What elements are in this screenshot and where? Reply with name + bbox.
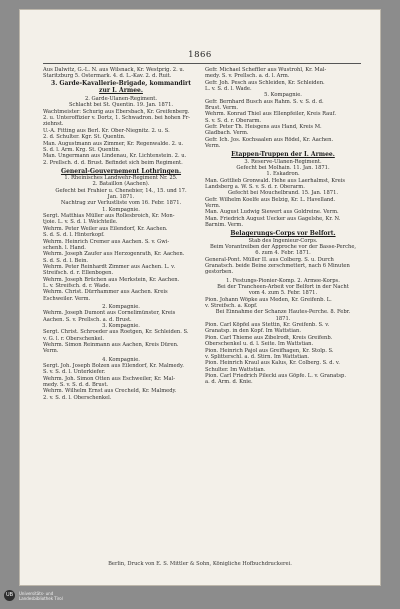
left-column-line: Staritzburg 5. Ostermark. 4. d. L.-Kav. 2. d. Ruit. (43, 73, 172, 80)
library-logo-line-2: Landesbibliothek Tirol (19, 595, 63, 601)
right-column-line: Gefr. Ich. Jos. Kochsaalen aus Rödel, Kr. Aachen. (205, 136, 334, 143)
left-column (43, 67, 199, 401)
left-column-line: Wehrm. Joseph Zaufer aus Herzogenrath, Kr. Aachen. (43, 251, 185, 258)
library-logo (4, 590, 63, 601)
left-column-line: Wehrm. Joseph Brüchen aus Merkstein, Kr. Aachen. (43, 276, 180, 283)
left-column-line: 2. v. S. d. l. Oberschenkel. (43, 394, 112, 401)
left-column-line: 2. Garde-Ulanen-Regiment. (84, 96, 158, 103)
left-column-line: Sergt. Christ. Schroeder aus Roetgen, Kr. Schleiden. S. (43, 329, 189, 336)
library-logo-line-1: Universitäts- und (19, 590, 54, 596)
printer-footer: Berlin, Druck von E. S. Mittler & Sohn, Königliche Hofbuchdruckerei. (108, 561, 292, 567)
right-column-line: Gefr. Bernhard Busch aus Rahm. S. v. S. d. d. (205, 98, 324, 105)
left-column-line: S. d. l. Arm. Krg. St. Quentin. (43, 146, 121, 153)
right-column-line: Bei Einnahme der Schanze Hautes-Perche. 8. Febr. (215, 309, 351, 316)
right-column-line: Pion. Heinrich Pajol aus Greifhagen, Kr. Stolp. S. (205, 347, 334, 354)
left-column-line: 3. Kompagnie. (102, 322, 140, 329)
left-column-line: S. d. S. d. l. Bein. (43, 257, 89, 264)
left-column-line: v. G. l. r. Oberschenkel. (43, 335, 104, 342)
right-column-line: Gefr. Wilhelm Koelfe aus Belzig, Kr. L. Havelland. (205, 196, 336, 203)
right-column-line: Gladbach. Verm. (205, 130, 249, 137)
left-column-line: Wehrm. Peter Weiler aus Eilendorf, Kr. Aachen. (43, 225, 168, 232)
right-column-line: Oberschenkel u. d. l. Seite. Im Wattstian. (205, 341, 314, 348)
left-column-line: 1. Rheinisches Landwehr-Regiment Nr. 25. (64, 175, 178, 182)
right-column-line: Schulter. Im Wattstian. (205, 366, 266, 373)
right-column-line: a. d. Arm. d. Knie. (205, 379, 253, 386)
right-column-line: Pion. Johann Wöpke aus Meden, Kr. Greifenb. L. (205, 296, 332, 303)
right-column-line: Gefecht bei Molhain. 11. Jan. 1871. (236, 165, 330, 172)
left-column-line: U.-A. Fitting aus Berl. Kr. Ober-Niegnitz. 2. u. S. (43, 127, 170, 134)
left-column-line: Jan. 1871. (107, 194, 135, 201)
left-column-line: ziehnst. (43, 121, 64, 128)
right-column-line: Man. Friedrich August Uecker aus Gagelshe, Kr. N. (205, 215, 341, 222)
right-column-line: Gefr. Michael Scheffler aus Wustrohl, Kr. Mal- (205, 67, 327, 73)
right-column-line: General-Pont. Müller II. aus Colberg. S. u. Durch (205, 256, 334, 263)
right-column-line: Landsberg a. W. S. v. S. d. r. Oberarm. (205, 184, 305, 191)
left-column-line: Man. Augustmann aus Zimmer, Kr. Regenwalde. 2. u. (43, 140, 184, 147)
right-column-line: 1871. (275, 315, 291, 322)
left-column-line: Sergt. Joh. Joseph Bolzen aus Eilendorf, Kr. Malmedy. (43, 363, 184, 370)
left-column-line: Streifsch. d. r. Ellenbogen. (43, 270, 114, 277)
left-column-line: S. v. S. d. l. Unterkiefer. (43, 369, 106, 376)
page-number: 1866 (188, 50, 212, 60)
left-column-line: schenh. l. Hand. (43, 244, 86, 251)
right-column-line: Beim Vorantreiben der Approche vor der Basse-Perche, (209, 244, 357, 250)
right-column-line: Stab des Ingenieur-Corps. (248, 237, 318, 244)
left-column-line: Aus Dalwitz, G.-L. N. aus Wilsnack, Kr. Westprig. 2. u. (43, 67, 185, 73)
left-column-line: Wehrm. Heinrich Cremer aus Aachen. S. v. Gwi- (43, 238, 170, 245)
right-column-line: vom 4. zum 5. Febr. 1871. (248, 290, 318, 297)
right-column-line: Pion. Carl Thieme aus Zibelrodt, Kreis Greifenb. (205, 334, 333, 341)
left-column-line: Aachen. S. v. Prellsch. a. d. Brust. (43, 316, 132, 323)
right-column-line: Pion. Carl Köpfel aus Stettin, Kr. Greifenb. S. v. (205, 322, 330, 329)
left-column-line: 3. Garde-Kavallerie-Brigade, kommandirt (51, 79, 191, 87)
left-column-line: 2. Prellsch. d. d. Brust. Befindet sich beim Regiment. (43, 159, 183, 166)
right-column-line: Barnim. Verm. (205, 222, 243, 229)
left-column-line: medy. S. v. S. d. d. Brust. (43, 382, 109, 389)
left-column-line: Sergt. Matthias Müller aus Rollesbroich, Kr. Mon- (43, 213, 175, 220)
library-logo-icon: UB (4, 590, 15, 601)
right-column-line: Pion. Heinrich Kraul aus Kalus, Kr. Colberg. S. d. v. (205, 360, 340, 367)
left-column-line: 2. u. Unteroffizier v. Dortz, 1. Schwadron. bei hohen Fr- (43, 115, 191, 122)
right-column-line: Gefecht bei Mouchelbrand. 15. Jan. 1871. (227, 190, 339, 197)
left-column-line: S. d. S. d. l. Hinterkopf. (43, 232, 105, 239)
right-column-line: L. v. S. d. l. Wade. (205, 86, 252, 93)
text-columns (43, 67, 361, 401)
left-column-line: Wehrm. Joh. Simon Otten aus Eschweiler, Kr. Mal- (43, 375, 176, 382)
left-column-line: L. v. Streifsch. d. r. Wade. (43, 282, 111, 289)
right-column-line: 6. zum 4. Febr. 1871. (255, 250, 311, 257)
right-column-line: Gefr. Joh. Pesch aus Schleiden, Kr. Schleiden. (205, 79, 325, 86)
right-column-line: gestorben. (205, 269, 234, 276)
left-column-line: Nachtrag zur Verlustliste vom 16. Febr. 1871. (60, 200, 182, 207)
right-column-line: Wehrm. Konrad Thiel aus Ellenpfeiler, Kreis Rauf. (205, 111, 336, 118)
left-column-line: Wehrm. Wilhelm Ernst aus Crecheld, Kr. Malmedy. (43, 388, 177, 395)
left-column-line: Wehrm. Simon Reinmann aus Aachen, Kreis Düren. (43, 342, 179, 349)
right-column-line: Brust. Verm. (205, 105, 239, 112)
right-column-line: 3. Reserve-Ulanen-Regiment. (244, 158, 322, 165)
right-column-line: 1. Festungs-Pionier-Komp. 2. Armee-Korps. (226, 277, 340, 284)
left-column-line: Verm. (43, 348, 59, 355)
right-column-line: Pion. Carl Friedrich Pilecki aus Göpfe. L. v. Granatsp. (205, 372, 347, 379)
left-column-line: Wehrm. Joseph Dumont aus Cornelimünster, Kreis (43, 310, 176, 317)
left-column-line: Gefecht bei Frahier u. Chenebier, 14., 15. und 17. (55, 187, 187, 194)
left-column-line: General-Gouvernement Lothringen. (60, 167, 182, 175)
left-column-line: Eschweiler. Verm. (43, 295, 91, 302)
document-page (20, 10, 380, 585)
right-column-line: Verm. (205, 143, 221, 150)
left-column-line: 4. Kompagnie. (102, 356, 140, 363)
right-column-line: v. Streifsch. a. Kopf. (205, 303, 258, 310)
right-column-line: 1. Eskadron. (266, 171, 300, 178)
left-column-line: 1. Kompagnie. (102, 206, 140, 213)
left-column-line: Wehrm. Peter Reinhardt Zimmer aus Aachen. L. v. (43, 263, 176, 270)
right-column-line: Man. Gottlieb Gronwald. Hehe aus Laerhalmst, Kreis (205, 177, 346, 184)
right-column-line: v. Splitterschl. a. d. Stirn. Im Wattstian. (205, 353, 310, 360)
right-column-line: Verm. (205, 203, 221, 210)
right-column-line: Granatsch. beide Beine zerschmettert, nach 6 Minuten (205, 263, 350, 270)
left-column-line: Man. Ungermann aus Lindenau, Kr. Lichtenstein. 2. u. (43, 153, 187, 160)
right-column-line: Belagerungs-Corps vor Belfort. (230, 230, 336, 238)
right-column-line: Etappen-Truppen der I. Armee. (231, 151, 335, 159)
right-column-line: Bei der Trancheen-Arbeit vor Belfort in der Nacht (217, 284, 349, 291)
right-column (205, 67, 361, 401)
left-column-line: 2. d. Schulter. Kgr. St. Quentin. (43, 134, 126, 141)
right-column-line: 5. Kompagnie. (264, 92, 302, 99)
left-column-line: tjoie. L. v. S. d. l. Weichteile. (43, 219, 118, 226)
left-column-line: Schlacht bei St. Quentin. 19. Jan. 1871. (68, 102, 174, 109)
right-column-line: Gefr. Peter Th. Heisgens aus Hand, Kreis M. (205, 124, 322, 131)
right-column-line: medy. S. v. Prellsch. a. d. l. Arm. (205, 73, 290, 80)
right-column-line: Man. August Ludwig Siewert aus Goldreine. Verm. (205, 209, 339, 216)
library-logo-text (19, 591, 63, 601)
right-column-line: S. v. S. d. r. Oberarm. (205, 117, 262, 124)
right-column-line: Granatsp. in den Kopf. Im Wattstian. (205, 328, 302, 335)
left-column-line: 2. Bataillon (Aachen). (92, 181, 150, 188)
left-column-line: zur I. Armee. (99, 86, 143, 94)
header-rule (43, 63, 361, 64)
left-column-line: Wehrm. Christ. Dürrhammer aus Aachen. Kreis (43, 289, 168, 296)
left-column-line: Wachtmeister: Schurig aus Ebersbach, Kr. Greifenberg. (43, 108, 190, 115)
left-column-line: 2. Kompagnie. (102, 303, 140, 310)
